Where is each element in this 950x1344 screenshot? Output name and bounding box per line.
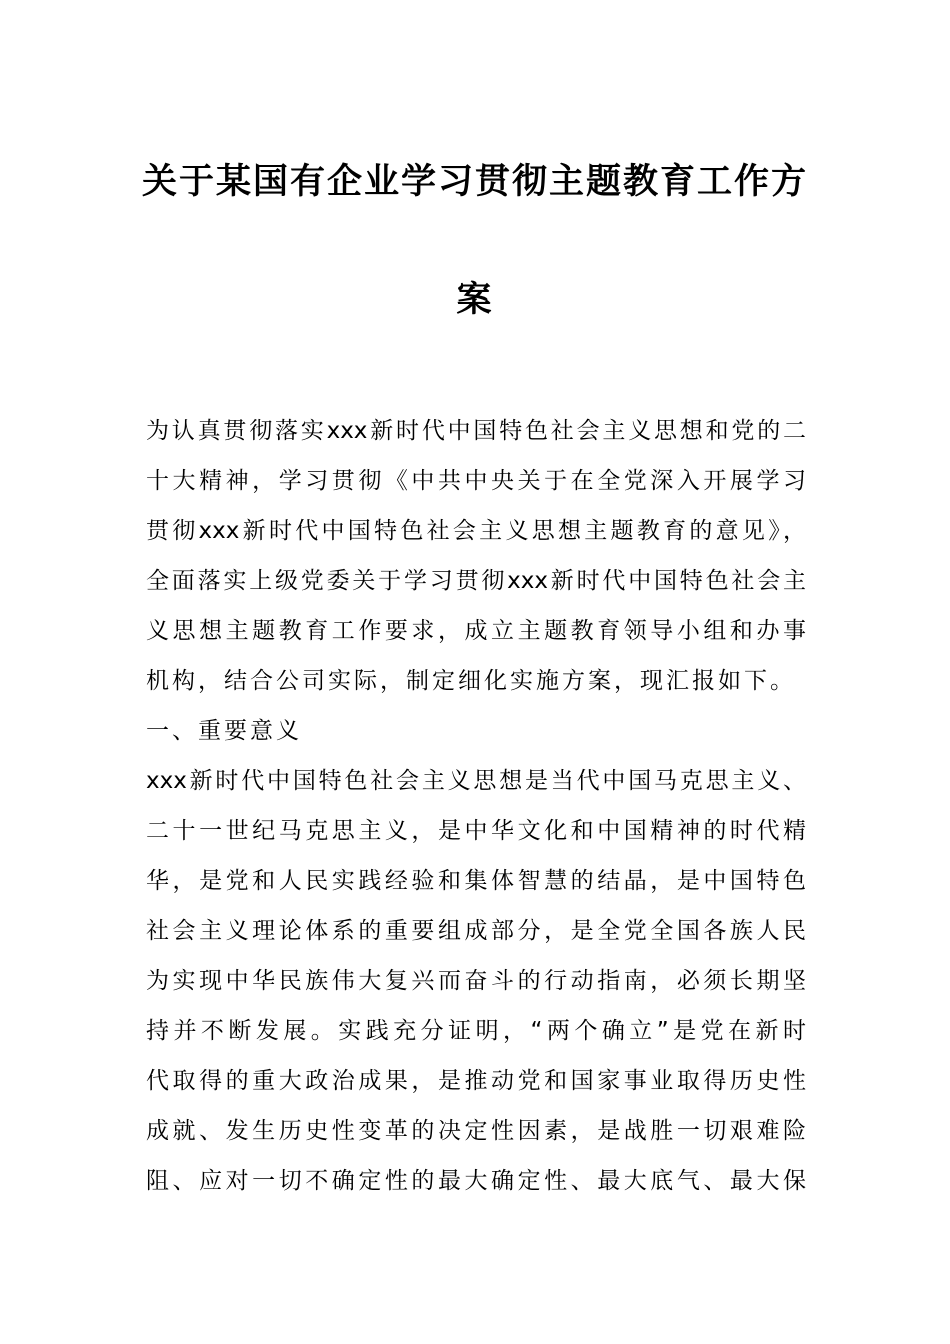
paragraph-line: 机构，结合公司实际，制定细化实施方案，现汇报如下。: [146, 668, 796, 694]
paragraph-line: 社会主义理论体系的重要组成部分，是全党全国各族人民: [146, 918, 806, 944]
paragraph-line: 全面落实上级党委关于学习贯彻xxx新时代中国特色社会主: [146, 568, 806, 594]
paragraph-line: xxx新时代中国特色社会主义思想是当代中国马克思主义、: [146, 768, 806, 794]
paragraph-line: 为实现中华民族伟大复兴而奋斗的行动指南，必须长期坚: [146, 968, 806, 994]
paragraph-line: 阻、应对一切不确定性的最大确定性、最大底气、最大保: [146, 1168, 806, 1194]
paragraph-line: 持并不断发展。实践充分证明，“两个确立”是党在新时: [146, 1018, 806, 1044]
paragraph-line: 义思想主题教育工作要求，成立主题教育领导小组和办事: [146, 618, 806, 644]
section-heading: 一、重要意义: [146, 718, 302, 744]
document-title-line-1: 关于某国有企业学习贯彻主题教育工作方: [141, 161, 808, 202]
paragraph-line: 华，是党和人民实践经验和集体智慧的结晶，是中国特色: [146, 868, 806, 894]
paragraph-line: 为认真贯彻落实xxx新时代中国特色社会主义思想和党的二: [146, 418, 806, 444]
paragraph-line: 代取得的重大政治成果，是推动党和国家事业取得历史性: [146, 1068, 806, 1094]
paragraph-line: 二十一世纪马克思主义，是中华文化和中国精神的时代精: [146, 818, 806, 844]
document-title-line-2: 案: [456, 279, 494, 320]
paragraph-line: 贯彻xxx新时代中国特色社会主义思想主题教育的意见》，: [146, 518, 806, 544]
paragraph-line: 成就、发生历史性变革的决定性因素，是战胜一切艰难险: [146, 1118, 806, 1144]
paragraph-line: 十大精神，学习贯彻《中共中央关于在全党深入开展学习: [146, 468, 806, 494]
